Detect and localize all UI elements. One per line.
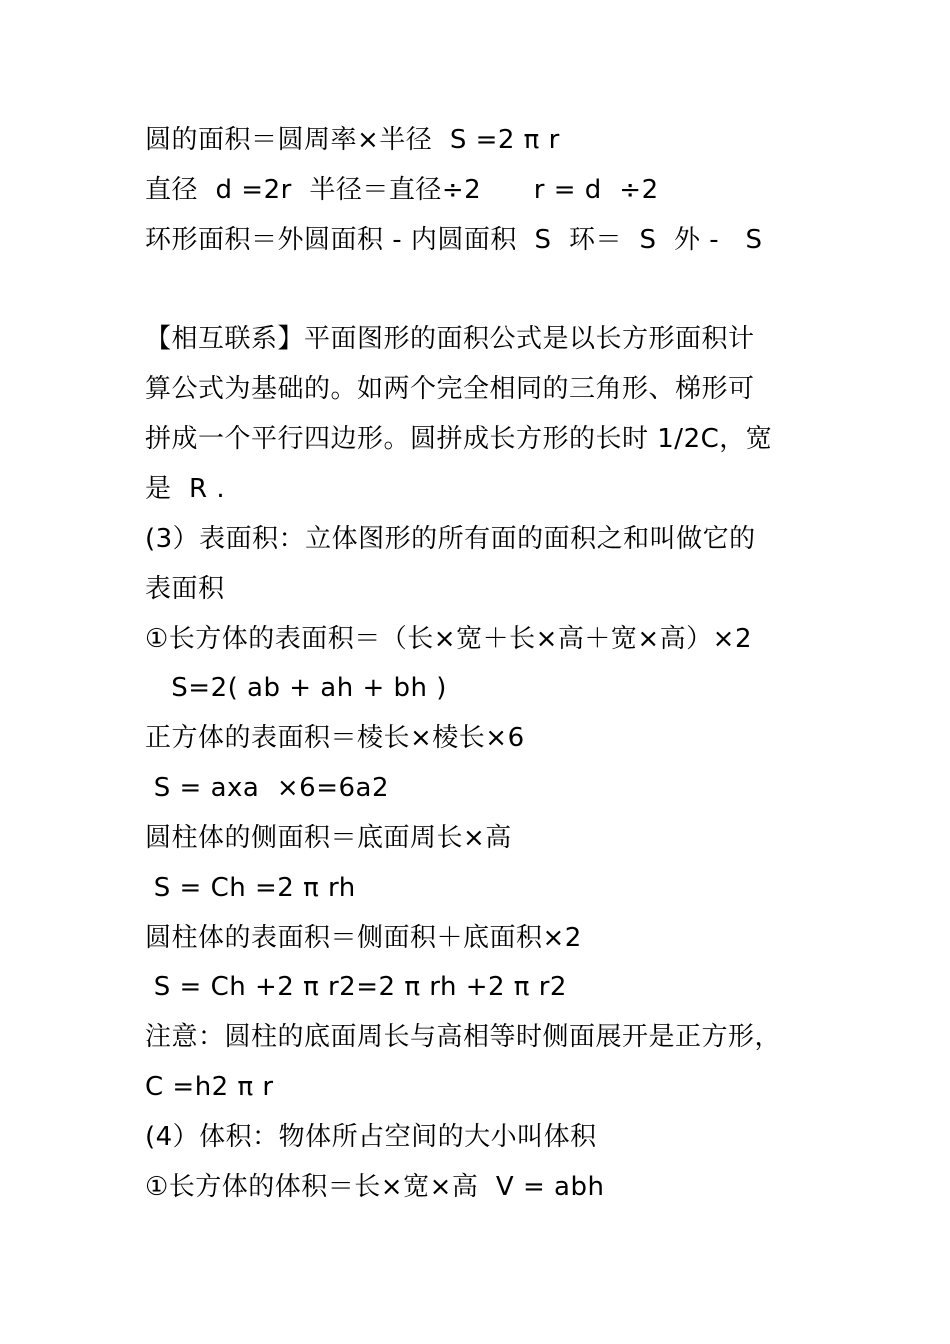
- formula-diameter-radius: 直径 d =2r 半径＝直径÷2 r = d ÷2: [145, 175, 659, 205]
- section-surface-area-heading-cont: 表面积: [145, 574, 225, 604]
- formula-cylinder-lateral-symbolic: S = Ch =2 π rh: [145, 873, 356, 903]
- paragraph-relation-line-2: 算公式为基础的。如两个完全相同的三角形、梯形可: [145, 374, 755, 404]
- formula-cuboid-surface: ①长方体的表面积＝（长×宽＋长×高＋宽×高）×2: [145, 624, 752, 654]
- formula-cube-surface: 正方体的表面积＝棱长×棱长×6: [145, 723, 525, 753]
- formula-ring-area: 环形面积＝外圆面积 - 内圆面积 S 环＝ S 外 - S: [145, 225, 763, 255]
- formula-cuboid-surface-symbolic: S=2( ab + ah + bh ): [145, 673, 447, 703]
- formula-cylinder-surface-symbolic: S = Ch +2 π r2=2 π rh +2 π r2: [145, 972, 567, 1002]
- paragraph-relation-line-1: 【相互联系】平面图形的面积公式是以长方形面积计: [145, 324, 755, 354]
- formula-cylinder-surface: 圆柱体的表面积＝侧面积＋底面积×2: [145, 923, 582, 953]
- formula-circle-area: 圆的面积＝圆周率×半径 S =2 π r: [145, 125, 560, 155]
- formula-cuboid-volume: ①长方体的体积＝长×宽×高 V = abh: [145, 1172, 605, 1202]
- formula-cube-surface-symbolic: S = axa ×6=6a2: [145, 773, 389, 803]
- formula-cylinder-lateral: 圆柱体的侧面积＝底面周长×高: [145, 823, 512, 853]
- paragraph-relation-line-4: 是 R .: [145, 474, 226, 504]
- note-cylinder-square-formula: C =h2 π r: [145, 1072, 274, 1102]
- section-volume-heading: (4）体积：物体所占空间的大小叫体积: [145, 1122, 597, 1152]
- note-cylinder-square: 注意：圆柱的底面周长与高相等时侧面展开是正方形，: [145, 1022, 782, 1052]
- paragraph-relation-line-3: 拼成一个平行四边形。圆拼成长方形的长时 1/2C，宽: [145, 424, 773, 454]
- section-surface-area-heading: (3）表面积：立体图形的所有面的面积之和叫做它的: [145, 524, 756, 554]
